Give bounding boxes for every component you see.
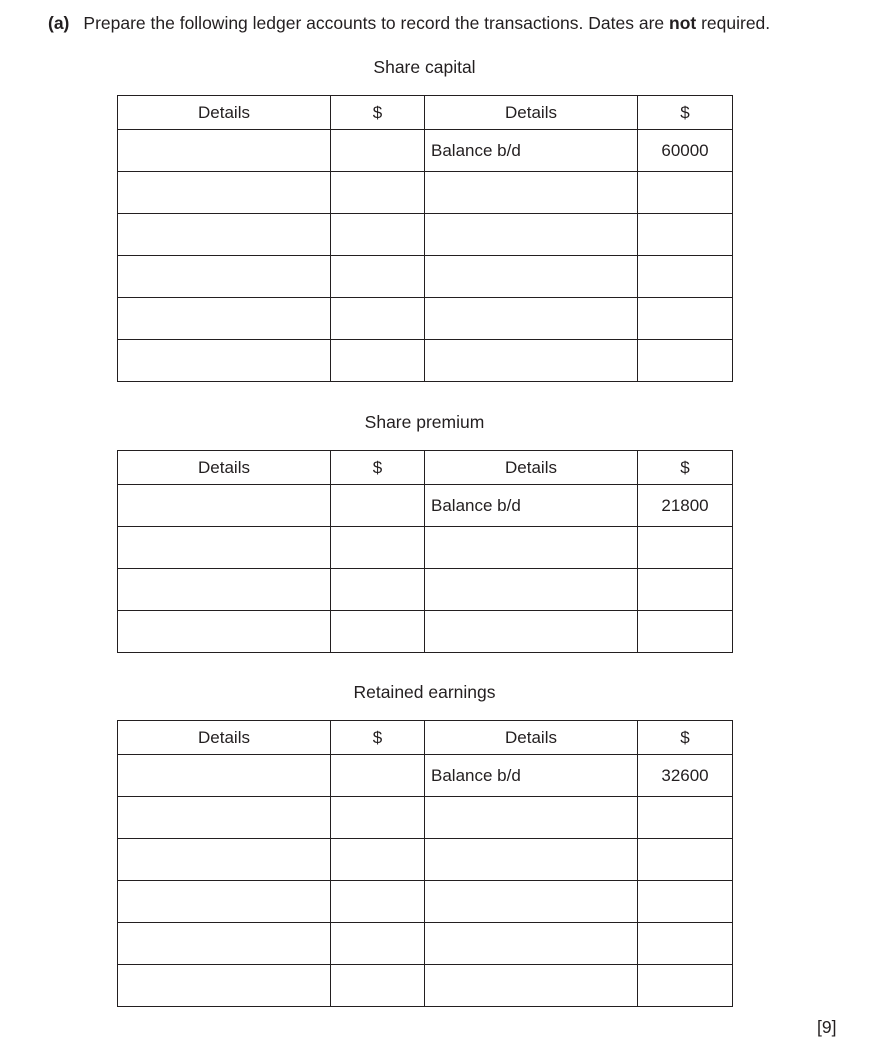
debit-details-cell[interactable] (118, 839, 331, 881)
credit-amount-cell[interactable] (638, 881, 733, 923)
debit-amount-cell[interactable] (331, 298, 425, 340)
debit-details-cell[interactable] (118, 797, 331, 839)
credit-details-header: Details (425, 721, 638, 755)
debit-amount-header: $ (331, 721, 425, 755)
credit-amount-cell[interactable] (638, 340, 733, 382)
retained-earnings-title: Retained earnings (353, 682, 496, 702)
debit-details-cell[interactable] (118, 130, 331, 172)
credit-amount-cell[interactable] (638, 256, 733, 298)
ledger-blank-row (118, 340, 733, 382)
ledger-blank-row (118, 881, 733, 923)
question-text-after: required. (696, 13, 771, 33)
ledger-blank-row (118, 214, 733, 256)
debit-amount-cell[interactable] (331, 256, 425, 298)
debit-amount-cell[interactable] (331, 965, 425, 1007)
balance-label: Balance b/d (425, 130, 638, 172)
debit-amount-cell[interactable] (331, 755, 425, 797)
share-premium-ledger (117, 450, 733, 653)
credit-amount-cell[interactable] (638, 611, 733, 653)
retained-earnings-ledger (117, 720, 733, 1007)
debit-amount-header: $ (331, 451, 425, 485)
credit-details-cell[interactable] (425, 839, 638, 881)
credit-amount-header: $ (638, 96, 733, 130)
ledger-header-row (118, 721, 733, 755)
debit-details-cell[interactable] (118, 172, 331, 214)
debit-amount-cell[interactable] (331, 340, 425, 382)
credit-details-cell[interactable] (425, 527, 638, 569)
debit-amount-cell[interactable] (331, 214, 425, 256)
credit-amount-cell[interactable] (638, 839, 733, 881)
credit-details-cell[interactable] (425, 611, 638, 653)
credit-amount-cell[interactable] (638, 527, 733, 569)
credit-details-cell[interactable] (425, 923, 638, 965)
debit-details-cell[interactable] (118, 527, 331, 569)
balance-label: Balance b/d (425, 755, 638, 797)
ledger-blank-row (118, 172, 733, 214)
ledger-balance-row (118, 130, 733, 172)
credit-amount-cell[interactable] (638, 923, 733, 965)
credit-amount-header: $ (638, 721, 733, 755)
debit-amount-cell[interactable] (331, 485, 425, 527)
credit-amount-cell[interactable] (638, 569, 733, 611)
question-label: (a) (48, 13, 70, 33)
share-capital-title: Share capital (373, 57, 476, 77)
credit-details-cell[interactable] (425, 214, 638, 256)
debit-amount-cell[interactable] (331, 881, 425, 923)
ledger-blank-row (118, 527, 733, 569)
credit-details-cell[interactable] (425, 298, 638, 340)
ledger-blank-row (118, 839, 733, 881)
question-text-before: Prepare the following ledger accounts to record the transactions. Dates are (83, 13, 669, 33)
share-premium-title: Share premium (364, 412, 485, 432)
ledger-header-row (118, 451, 733, 485)
debit-details-cell[interactable] (118, 214, 331, 256)
ledger-blank-row (118, 256, 733, 298)
debit-details-cell[interactable] (118, 923, 331, 965)
ledger-blank-row (118, 298, 733, 340)
balance-amount: 32600 (638, 755, 733, 797)
debit-details-cell[interactable] (118, 881, 331, 923)
debit-amount-header: $ (331, 96, 425, 130)
debit-amount-cell[interactable] (331, 923, 425, 965)
credit-details-cell[interactable] (425, 172, 638, 214)
debit-amount-cell[interactable] (331, 839, 425, 881)
credit-details-header: Details (425, 96, 638, 130)
ledger-blank-row (118, 923, 733, 965)
debit-details-cell[interactable] (118, 569, 331, 611)
credit-details-cell[interactable] (425, 569, 638, 611)
debit-details-cell[interactable] (118, 298, 331, 340)
credit-amount-cell[interactable] (638, 965, 733, 1007)
balance-amount: 60000 (638, 130, 733, 172)
credit-details-cell[interactable] (425, 965, 638, 1007)
debit-details-header: Details (118, 96, 331, 130)
ledger-blank-row (118, 611, 733, 653)
debit-details-cell[interactable] (118, 256, 331, 298)
credit-details-header: Details (425, 451, 638, 485)
debit-amount-cell[interactable] (331, 797, 425, 839)
ledger-blank-row (118, 569, 733, 611)
credit-amount-header: $ (638, 451, 733, 485)
balance-amount: 21800 (638, 485, 733, 527)
ledger-balance-row (118, 485, 733, 527)
debit-details-cell[interactable] (118, 755, 331, 797)
credit-amount-cell[interactable] (638, 172, 733, 214)
debit-amount-cell[interactable] (331, 611, 425, 653)
ledger-blank-row (118, 965, 733, 1007)
debit-details-header: Details (118, 721, 331, 755)
ledger-header-row (118, 96, 733, 130)
debit-amount-cell[interactable] (331, 172, 425, 214)
share-capital-ledger (117, 95, 733, 382)
credit-amount-cell[interactable] (638, 298, 733, 340)
credit-amount-cell[interactable] (638, 214, 733, 256)
credit-details-cell[interactable] (425, 340, 638, 382)
debit-amount-cell[interactable] (331, 130, 425, 172)
debit-details-cell[interactable] (118, 611, 331, 653)
debit-details-cell[interactable] (118, 965, 331, 1007)
question-text (48, 13, 770, 34)
debit-details-cell[interactable] (118, 485, 331, 527)
ledger-blank-row (118, 797, 733, 839)
debit-amount-cell[interactable] (331, 569, 425, 611)
debit-details-header: Details (118, 451, 331, 485)
question-text-bold: not (669, 13, 697, 33)
debit-amount-cell[interactable] (331, 527, 425, 569)
debit-details-cell[interactable] (118, 340, 331, 382)
marks-allocation: [9] (817, 1017, 837, 1037)
credit-details-cell[interactable] (425, 256, 638, 298)
credit-amount-cell[interactable] (638, 797, 733, 839)
balance-label: Balance b/d (425, 485, 638, 527)
credit-details-cell[interactable] (425, 797, 638, 839)
credit-details-cell[interactable] (425, 881, 638, 923)
ledger-balance-row (118, 755, 733, 797)
